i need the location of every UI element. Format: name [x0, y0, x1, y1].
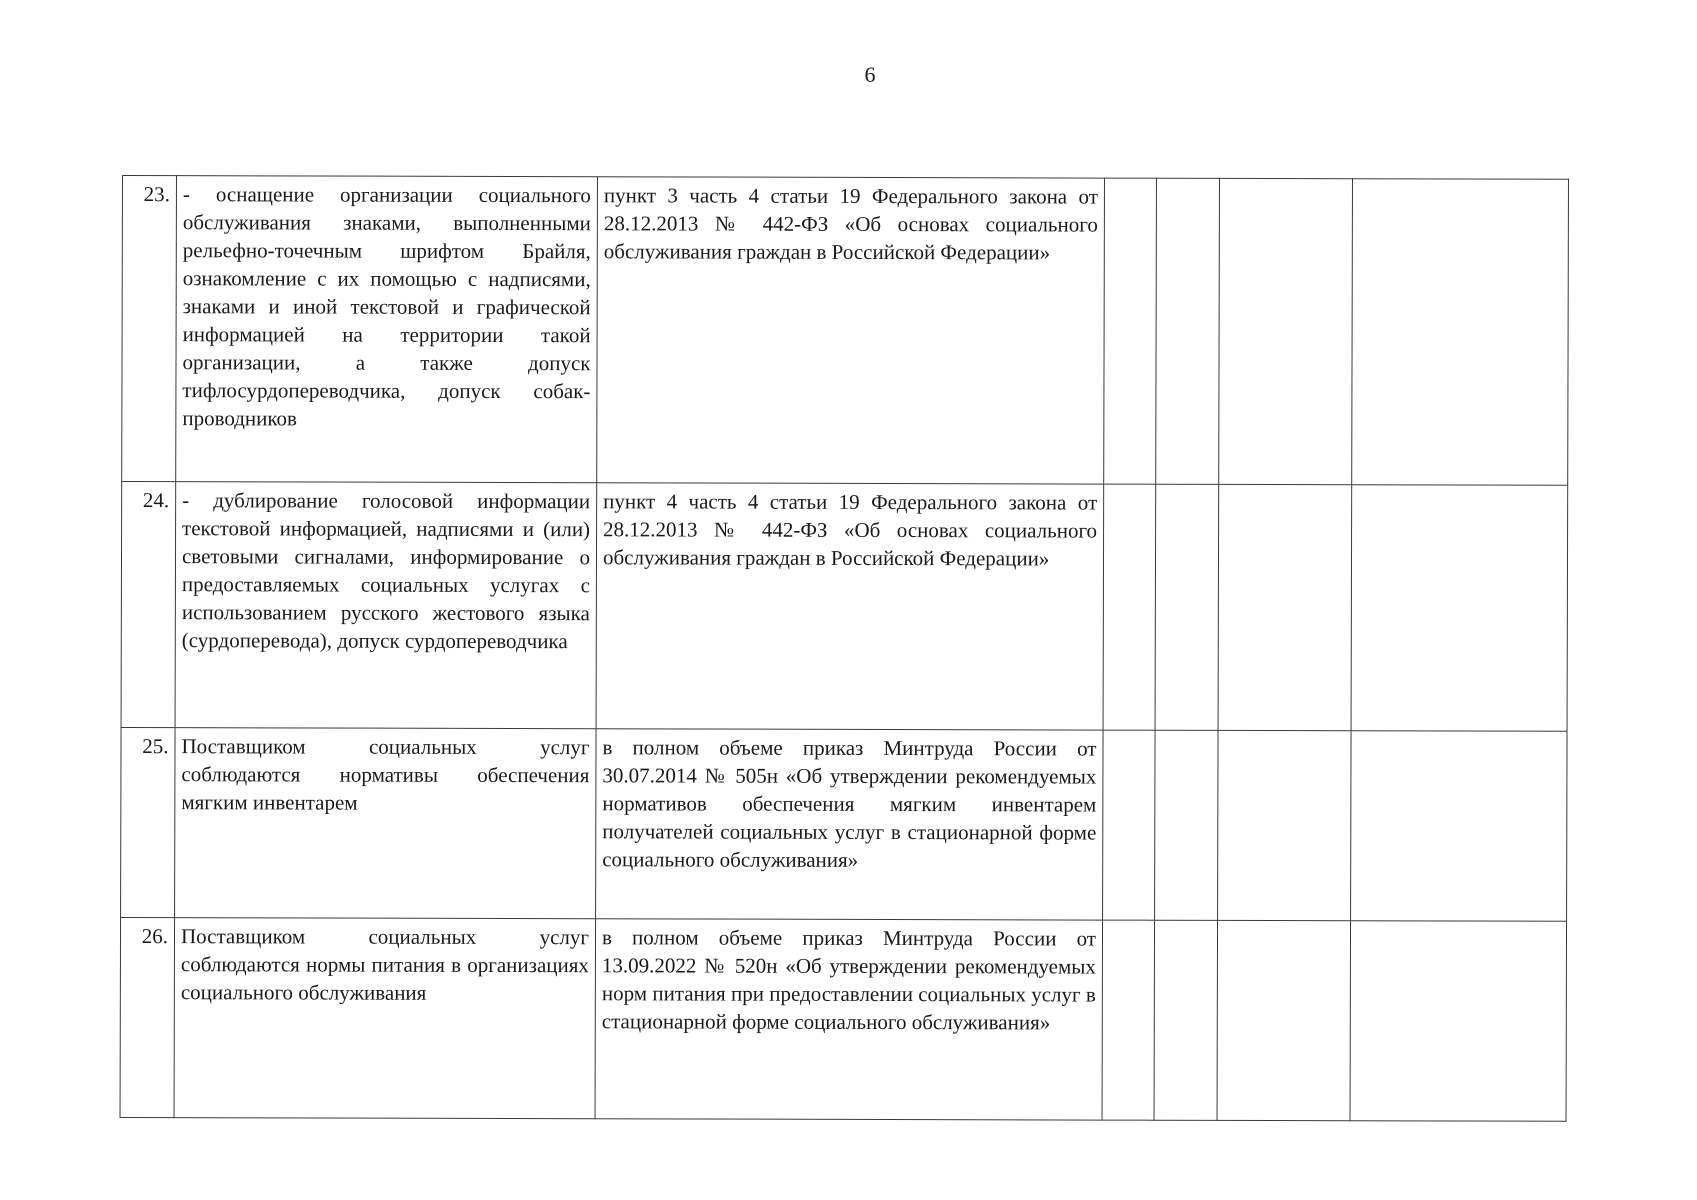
answer-yes-cell — [1103, 730, 1155, 920]
not-applicable-cell — [1219, 178, 1353, 484]
answer-no-cell — [1156, 178, 1220, 484]
answer-no-cell — [1155, 484, 1219, 730]
notes-cell — [1351, 485, 1568, 732]
not-applicable-cell — [1218, 730, 1351, 920]
legal-basis-cell: пункт 4 часть 4 статьи 19 Федерального закона от 28.12.2013 № 442-ФЗ «Об основах социального обслуживания граждан в Российской Федерации» — [596, 483, 1104, 730]
requirement-cell: - оснащение организации социального обслуживания знаками, выполненными рельефно-точечным шрифтом Брайля, ознакомление с их помощью с надписями, знаками и иной текстовой и графической информацией на территории такой организации, а также допуск тифлосурдопереводчика, допуск собак-проводников — [176, 176, 598, 483]
table-row — [122, 176, 1569, 486]
checklist-table — [120, 175, 1569, 1122]
not-applicable-cell — [1218, 484, 1352, 730]
answer-yes-cell — [1104, 178, 1157, 484]
notes-cell — [1350, 921, 1567, 1122]
answer-no-cell — [1154, 920, 1218, 1120]
table-row — [120, 917, 1567, 1121]
page-number: 6 — [864, 62, 876, 87]
row-number: 24. — [121, 482, 176, 728]
row-number: 26. — [120, 917, 175, 1117]
answer-yes-cell — [1103, 484, 1156, 730]
answer-no-cell — [1155, 730, 1218, 920]
requirement-cell: Поставщиком социальных услуг соблюдаются нормативы обеспечения мягким инвентарем — [175, 728, 596, 919]
not-applicable-cell — [1217, 920, 1351, 1120]
requirement-cell: Поставщиком социальных услуг соблюдаются нормы питания в организациях социального обслуживания — [174, 918, 596, 1119]
legal-basis-cell: в полном объеме приказ Минтруда России от 30.07.2014 № 505н «Об утверждении рекомендуемых нормативов обеспечения мягким инвентарем получателей социальных услуг в стационарной форме социального обслуживания» — [596, 729, 1103, 920]
row-number: 23. — [122, 176, 177, 482]
row-number: 25. — [121, 727, 175, 917]
notes-cell — [1352, 179, 1569, 486]
table-row — [121, 727, 1567, 921]
legal-basis-cell: пункт 3 часть 4 статьи 19 Федерального закона от 28.12.2013 № 442-ФЗ «Об основах социального обслуживания граждан в Российской Федерации» — [597, 177, 1105, 484]
answer-yes-cell — [1102, 920, 1155, 1120]
legal-basis-cell: в полном объеме приказ Минтруда России от 13.09.2022 № 520н «Об утверждении рекомендуемых норм питания при предоставлении социальных услуг в стационарной форме социального обслуживания» — [595, 919, 1103, 1120]
requirement-cell: - дублирование голосовой информации текстовой информацией, надписями и (или) световыми сигналами, информирование о предоставляемых социальных услугах с использованием русского жестового языка (сурдоперевода), допуск сурдопереводчика — [175, 482, 597, 729]
notes-cell — [1351, 731, 1567, 922]
table-row — [121, 482, 1568, 732]
